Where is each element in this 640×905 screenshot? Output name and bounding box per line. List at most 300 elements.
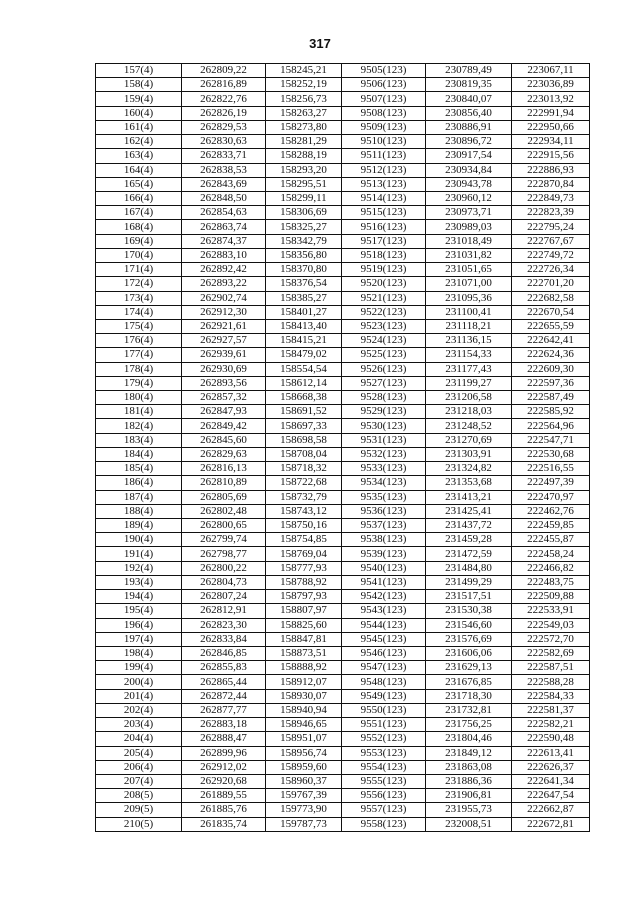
cell-x-right: 231676,85: [426, 675, 512, 689]
cell-point-id-left: 183(4): [96, 433, 182, 447]
cell-point-id-right: 9527(123): [342, 376, 426, 390]
cell-point-id-right: 9548(123): [342, 675, 426, 689]
cell-x-right: 230917,54: [426, 149, 512, 163]
table-row: [96, 220, 590, 234]
cell-x-left: 262798,77: [182, 547, 266, 561]
cell-point-id-right: 9524(123): [342, 334, 426, 348]
cell-y-right: 222849,73: [512, 191, 590, 205]
cell-point-id-right: 9553(123): [342, 746, 426, 760]
cell-x-left: 262822,76: [182, 92, 266, 106]
cell-x-right: 231756,25: [426, 718, 512, 732]
table-row: [96, 661, 590, 675]
cell-point-id-right: 9549(123): [342, 689, 426, 703]
cell-point-id-left: 198(4): [96, 646, 182, 660]
cell-x-left: 262912,02: [182, 760, 266, 774]
cell-x-left: 262816,89: [182, 78, 266, 92]
cell-y-left: 158732,79: [266, 490, 342, 504]
cell-point-id-right: 9538(123): [342, 533, 426, 547]
cell-point-id-left: 177(4): [96, 348, 182, 362]
cell-point-id-right: 9518(123): [342, 248, 426, 262]
cell-point-id-left: 160(4): [96, 106, 182, 120]
cell-point-id-left: 179(4): [96, 376, 182, 390]
cell-x-right: 231018,49: [426, 234, 512, 248]
cell-point-id-right: 9520(123): [342, 277, 426, 291]
cell-x-right: 230973,71: [426, 206, 512, 220]
table-row: [96, 277, 590, 291]
cell-point-id-right: 9533(123): [342, 462, 426, 476]
cell-x-left: 262823,30: [182, 618, 266, 632]
cell-y-right: 222466,82: [512, 561, 590, 575]
cell-x-left: 262863,74: [182, 220, 266, 234]
cell-point-id-right: 9556(123): [342, 789, 426, 803]
cell-point-id-left: 197(4): [96, 632, 182, 646]
cell-x-left: 262892,42: [182, 263, 266, 277]
cell-x-left: 262810,89: [182, 476, 266, 490]
cell-point-id-left: 190(4): [96, 533, 182, 547]
cell-x-right: 231886,36: [426, 774, 512, 788]
cell-y-left: 158342,79: [266, 234, 342, 248]
cell-x-right: 230819,35: [426, 78, 512, 92]
cell-y-right: 222701,20: [512, 277, 590, 291]
cell-point-id-left: 181(4): [96, 405, 182, 419]
table-row: [96, 703, 590, 717]
cell-x-right: 231955,73: [426, 803, 512, 817]
table-row: [96, 590, 590, 604]
cell-point-id-left: 174(4): [96, 305, 182, 319]
cell-point-id-left: 189(4): [96, 519, 182, 533]
cell-y-left: 158930,07: [266, 689, 342, 703]
cell-x-left: 262883,10: [182, 248, 266, 262]
cell-x-left: 262846,85: [182, 646, 266, 660]
cell-point-id-right: 9543(123): [342, 604, 426, 618]
cell-x-right: 230960,12: [426, 191, 512, 205]
cell-y-left: 158873,51: [266, 646, 342, 660]
table-row: [96, 746, 590, 760]
cell-point-id-right: 9506(123): [342, 78, 426, 92]
cell-y-right: 222581,37: [512, 703, 590, 717]
cell-y-left: 158295,51: [266, 177, 342, 191]
cell-x-right: 232008,51: [426, 817, 512, 831]
cell-point-id-left: 163(4): [96, 149, 182, 163]
cell-y-left: 158263,27: [266, 106, 342, 120]
cell-point-id-right: 9555(123): [342, 774, 426, 788]
table-row: [96, 163, 590, 177]
cell-y-left: 158912,07: [266, 675, 342, 689]
cell-x-right: 231031,82: [426, 248, 512, 262]
table-row: [96, 120, 590, 134]
cell-y-right: 222483,75: [512, 575, 590, 589]
cell-x-right: 231248,52: [426, 419, 512, 433]
cell-point-id-right: 9515(123): [342, 206, 426, 220]
cell-y-right: 222584,33: [512, 689, 590, 703]
cell-y-right: 222597,36: [512, 376, 590, 390]
cell-point-id-left: 173(4): [96, 291, 182, 305]
cell-x-left: 262921,61: [182, 319, 266, 333]
cell-x-left: 262849,42: [182, 419, 266, 433]
table-row: [96, 718, 590, 732]
cell-point-id-right: 9541(123): [342, 575, 426, 589]
cell-x-right: 231484,80: [426, 561, 512, 575]
cell-point-id-right: 9513(123): [342, 177, 426, 191]
cell-x-left: 262833,71: [182, 149, 266, 163]
table-row: [96, 490, 590, 504]
cell-x-left: 262912,30: [182, 305, 266, 319]
cell-y-right: 222497,39: [512, 476, 590, 490]
cell-x-left: 262865,44: [182, 675, 266, 689]
cell-point-id-left: 170(4): [96, 248, 182, 262]
table-row: [96, 462, 590, 476]
cell-y-right: 222509,88: [512, 590, 590, 604]
cell-point-id-left: 166(4): [96, 191, 182, 205]
cell-x-left: 262802,48: [182, 504, 266, 518]
table-row: [96, 263, 590, 277]
cell-y-right: 222624,36: [512, 348, 590, 362]
table-row: [96, 675, 590, 689]
cell-y-left: 158788,92: [266, 575, 342, 589]
cell-point-id-left: 161(4): [96, 120, 182, 134]
cell-y-left: 158956,74: [266, 746, 342, 760]
cell-x-right: 231071,00: [426, 277, 512, 291]
cell-y-left: 158612,14: [266, 376, 342, 390]
cell-y-right: 222530,68: [512, 447, 590, 461]
table-row: [96, 689, 590, 703]
cell-x-left: 262807,24: [182, 590, 266, 604]
cell-x-right: 231199,27: [426, 376, 512, 390]
cell-y-right: 222587,51: [512, 661, 590, 675]
cell-y-left: 158385,27: [266, 291, 342, 305]
cell-point-id-left: 184(4): [96, 447, 182, 461]
cell-y-left: 158825,60: [266, 618, 342, 632]
cell-y-left: 158697,33: [266, 419, 342, 433]
cell-x-left: 262920,68: [182, 774, 266, 788]
cell-y-right: 222662,87: [512, 803, 590, 817]
cell-point-id-right: 9550(123): [342, 703, 426, 717]
cell-point-id-left: 180(4): [96, 391, 182, 405]
cell-point-id-left: 188(4): [96, 504, 182, 518]
cell-point-id-right: 9552(123): [342, 732, 426, 746]
cell-y-left: 158777,93: [266, 561, 342, 575]
cell-y-right: 222991,94: [512, 106, 590, 120]
cell-y-right: 223013,92: [512, 92, 590, 106]
cell-y-left: 158479,02: [266, 348, 342, 362]
cell-point-id-left: 186(4): [96, 476, 182, 490]
cell-y-left: 159773,90: [266, 803, 342, 817]
table-row: [96, 78, 590, 92]
cell-x-right: 231303,91: [426, 447, 512, 461]
cell-x-right: 230840,07: [426, 92, 512, 106]
cell-x-right: 231413,21: [426, 490, 512, 504]
table-row: [96, 334, 590, 348]
cell-y-right: 222547,71: [512, 433, 590, 447]
table-row: [96, 519, 590, 533]
cell-x-left: 261835,74: [182, 817, 266, 831]
cell-x-right: 231863,08: [426, 760, 512, 774]
cell-point-id-left: 171(4): [96, 263, 182, 277]
table-row: [96, 305, 590, 319]
cell-y-right: 222642,41: [512, 334, 590, 348]
cell-x-left: 262833,84: [182, 632, 266, 646]
cell-point-id-right: 9521(123): [342, 291, 426, 305]
cell-x-right: 231270,69: [426, 433, 512, 447]
cell-x-left: 262893,56: [182, 376, 266, 390]
cell-y-right: 222626,37: [512, 760, 590, 774]
cell-x-right: 231218,03: [426, 405, 512, 419]
cell-y-left: 158281,29: [266, 135, 342, 149]
cell-point-id-right: 9510(123): [342, 135, 426, 149]
cell-y-left: 158691,52: [266, 405, 342, 419]
cell-x-left: 262805,69: [182, 490, 266, 504]
cell-point-id-left: 157(4): [96, 64, 182, 78]
cell-y-right: 222470,97: [512, 490, 590, 504]
cell-y-right: 222726,34: [512, 263, 590, 277]
cell-y-right: 222682,58: [512, 291, 590, 305]
cell-x-right: 231606,06: [426, 646, 512, 660]
cell-point-id-left: 178(4): [96, 362, 182, 376]
table-row: [96, 234, 590, 248]
cell-x-right: 230943,78: [426, 177, 512, 191]
cell-point-id-left: 158(4): [96, 78, 182, 92]
cell-y-left: 158256,73: [266, 92, 342, 106]
cell-x-right: 231095,36: [426, 291, 512, 305]
cell-y-left: 158306,69: [266, 206, 342, 220]
cell-point-id-left: 192(4): [96, 561, 182, 575]
table-row: [96, 774, 590, 788]
table-row: [96, 106, 590, 120]
table-row: [96, 64, 590, 78]
cell-y-right: 222670,54: [512, 305, 590, 319]
cell-y-left: 158413,40: [266, 319, 342, 333]
cell-point-id-right: 9546(123): [342, 646, 426, 660]
cell-y-right: 222533,91: [512, 604, 590, 618]
cell-point-id-left: 204(4): [96, 732, 182, 746]
cell-y-left: 158807,97: [266, 604, 342, 618]
cell-x-right: 231100,41: [426, 305, 512, 319]
cell-x-left: 262874,37: [182, 234, 266, 248]
cell-point-id-right: 9534(123): [342, 476, 426, 490]
table-row: [96, 618, 590, 632]
cell-x-right: 230886,91: [426, 120, 512, 134]
cell-point-id-right: 9516(123): [342, 220, 426, 234]
cell-point-id-right: 9532(123): [342, 447, 426, 461]
cell-x-right: 231177,43: [426, 362, 512, 376]
cell-point-id-right: 9544(123): [342, 618, 426, 632]
table-row: [96, 533, 590, 547]
cell-point-id-left: 191(4): [96, 547, 182, 561]
cell-y-right: 222886,93: [512, 163, 590, 177]
page-number: 317: [309, 36, 331, 51]
cell-point-id-left: 193(4): [96, 575, 182, 589]
cell-y-left: 158769,04: [266, 547, 342, 561]
cell-y-left: 158325,27: [266, 220, 342, 234]
cell-y-left: 158959,60: [266, 760, 342, 774]
cell-point-id-right: 9505(123): [342, 64, 426, 78]
cell-y-right: 222582,21: [512, 718, 590, 732]
table-row: [96, 561, 590, 575]
cell-point-id-right: 9514(123): [342, 191, 426, 205]
cell-x-right: 231499,29: [426, 575, 512, 589]
table-row: [96, 206, 590, 220]
table-row: [96, 92, 590, 106]
cell-y-left: 158946,65: [266, 718, 342, 732]
cell-x-right: 231517,51: [426, 590, 512, 604]
cell-x-left: 262804,73: [182, 575, 266, 589]
table-row: [96, 547, 590, 561]
cell-point-id-right: 9530(123): [342, 419, 426, 433]
cell-y-left: 158293,20: [266, 163, 342, 177]
cell-point-id-right: 9531(123): [342, 433, 426, 447]
cell-point-id-right: 9535(123): [342, 490, 426, 504]
cell-y-right: 222609,30: [512, 362, 590, 376]
cell-y-right: 222572,70: [512, 632, 590, 646]
cell-point-id-right: 9525(123): [342, 348, 426, 362]
table-row: [96, 732, 590, 746]
cell-x-left: 262877,77: [182, 703, 266, 717]
cell-x-right: 231324,82: [426, 462, 512, 476]
cell-y-right: 222549,03: [512, 618, 590, 632]
cell-x-left: 261889,55: [182, 789, 266, 803]
table-row: [96, 419, 590, 433]
table-row: [96, 319, 590, 333]
cell-y-left: 158273,80: [266, 120, 342, 134]
table-row: [96, 191, 590, 205]
cell-x-left: 262899,96: [182, 746, 266, 760]
cell-x-left: 262857,32: [182, 391, 266, 405]
cell-point-id-left: 168(4): [96, 220, 182, 234]
cell-y-left: 158698,58: [266, 433, 342, 447]
cell-x-left: 262845,60: [182, 433, 266, 447]
cell-y-right: 222587,49: [512, 391, 590, 405]
cell-x-right: 231459,28: [426, 533, 512, 547]
cell-y-right: 222462,76: [512, 504, 590, 518]
cell-x-right: 230989,03: [426, 220, 512, 234]
cell-x-left: 262854,63: [182, 206, 266, 220]
cell-y-right: 222767,67: [512, 234, 590, 248]
table-row: [96, 391, 590, 405]
table-row: [96, 291, 590, 305]
cell-x-right: 231353,68: [426, 476, 512, 490]
cell-y-right: 222613,41: [512, 746, 590, 760]
cell-y-left: 158299,11: [266, 191, 342, 205]
cell-point-id-right: 9528(123): [342, 391, 426, 405]
table-row: [96, 348, 590, 362]
cell-point-id-right: 9540(123): [342, 561, 426, 575]
cell-x-right: 231136,15: [426, 334, 512, 348]
cell-point-id-right: 9519(123): [342, 263, 426, 277]
cell-point-id-right: 9537(123): [342, 519, 426, 533]
cell-point-id-left: 207(4): [96, 774, 182, 788]
cell-y-left: 158960,37: [266, 774, 342, 788]
cell-point-id-left: 176(4): [96, 334, 182, 348]
cell-y-right: 222655,59: [512, 319, 590, 333]
cell-y-right: 222516,55: [512, 462, 590, 476]
cell-y-left: 158288,19: [266, 149, 342, 163]
table-row: [96, 405, 590, 419]
cell-y-left: 158951,07: [266, 732, 342, 746]
cell-x-right: 231629,13: [426, 661, 512, 675]
cell-x-right: 231051,65: [426, 263, 512, 277]
cell-x-right: 230934,84: [426, 163, 512, 177]
table-row: [96, 362, 590, 376]
cell-y-right: 223067,11: [512, 64, 590, 78]
cell-y-right: 222458,24: [512, 547, 590, 561]
cell-y-right: 222950,66: [512, 120, 590, 134]
cell-y-left: 158370,80: [266, 263, 342, 277]
cell-point-id-right: 9551(123): [342, 718, 426, 732]
cell-y-left: 158376,54: [266, 277, 342, 291]
cell-point-id-left: 175(4): [96, 319, 182, 333]
cell-y-left: 158940,94: [266, 703, 342, 717]
cell-point-id-right: 9512(123): [342, 163, 426, 177]
cell-point-id-left: 202(4): [96, 703, 182, 717]
cell-x-right: 230856,40: [426, 106, 512, 120]
cell-y-right: 222672,81: [512, 817, 590, 831]
cell-y-right: 222647,54: [512, 789, 590, 803]
table-row: [96, 376, 590, 390]
cell-x-left: 262838,53: [182, 163, 266, 177]
cell-x-right: 230896,72: [426, 135, 512, 149]
cell-y-right: 222795,24: [512, 220, 590, 234]
cell-y-right: 222749,72: [512, 248, 590, 262]
cell-x-right: 231718,30: [426, 689, 512, 703]
cell-y-left: 158750,16: [266, 519, 342, 533]
cell-point-id-left: 210(5): [96, 817, 182, 831]
cell-point-id-right: 9554(123): [342, 760, 426, 774]
cell-point-id-right: 9507(123): [342, 92, 426, 106]
cell-point-id-right: 9539(123): [342, 547, 426, 561]
cell-x-right: 230789,49: [426, 64, 512, 78]
cell-x-left: 262829,63: [182, 447, 266, 461]
cell-x-left: 262843,69: [182, 177, 266, 191]
cell-y-right: 222588,28: [512, 675, 590, 689]
cell-point-id-right: 9509(123): [342, 120, 426, 134]
cell-x-right: 231472,59: [426, 547, 512, 561]
cell-x-right: 231906,81: [426, 789, 512, 803]
cell-point-id-right: 9517(123): [342, 234, 426, 248]
cell-point-id-left: 208(5): [96, 789, 182, 803]
table-row: [96, 632, 590, 646]
cell-point-id-right: 9536(123): [342, 504, 426, 518]
cell-point-id-left: 167(4): [96, 206, 182, 220]
cell-x-right: 231206,58: [426, 391, 512, 405]
cell-x-right: 231154,33: [426, 348, 512, 362]
cell-y-right: 222582,69: [512, 646, 590, 660]
cell-point-id-right: 9529(123): [342, 405, 426, 419]
cell-point-id-left: 205(4): [96, 746, 182, 760]
cell-x-left: 262855,83: [182, 661, 266, 675]
cell-point-id-right: 9557(123): [342, 803, 426, 817]
cell-point-id-left: 196(4): [96, 618, 182, 632]
table-row: [96, 476, 590, 490]
cell-x-left: 262816,13: [182, 462, 266, 476]
cell-x-left: 262888,47: [182, 732, 266, 746]
cell-point-id-left: 194(4): [96, 590, 182, 604]
cell-point-id-left: 199(4): [96, 661, 182, 675]
cell-x-left: 262939,61: [182, 348, 266, 362]
table-row: [96, 760, 590, 774]
cell-point-id-left: 201(4): [96, 689, 182, 703]
cell-y-right: 222641,34: [512, 774, 590, 788]
cell-point-id-left: 200(4): [96, 675, 182, 689]
cell-x-left: 261885,76: [182, 803, 266, 817]
cell-y-left: 158356,80: [266, 248, 342, 262]
table-row: [96, 604, 590, 618]
cell-point-id-right: 9522(123): [342, 305, 426, 319]
cell-y-left: 158847,81: [266, 632, 342, 646]
cell-y-left: 158722,68: [266, 476, 342, 490]
cell-x-right: 231530,38: [426, 604, 512, 618]
cell-y-right: 222590,48: [512, 732, 590, 746]
cell-x-right: 231849,12: [426, 746, 512, 760]
